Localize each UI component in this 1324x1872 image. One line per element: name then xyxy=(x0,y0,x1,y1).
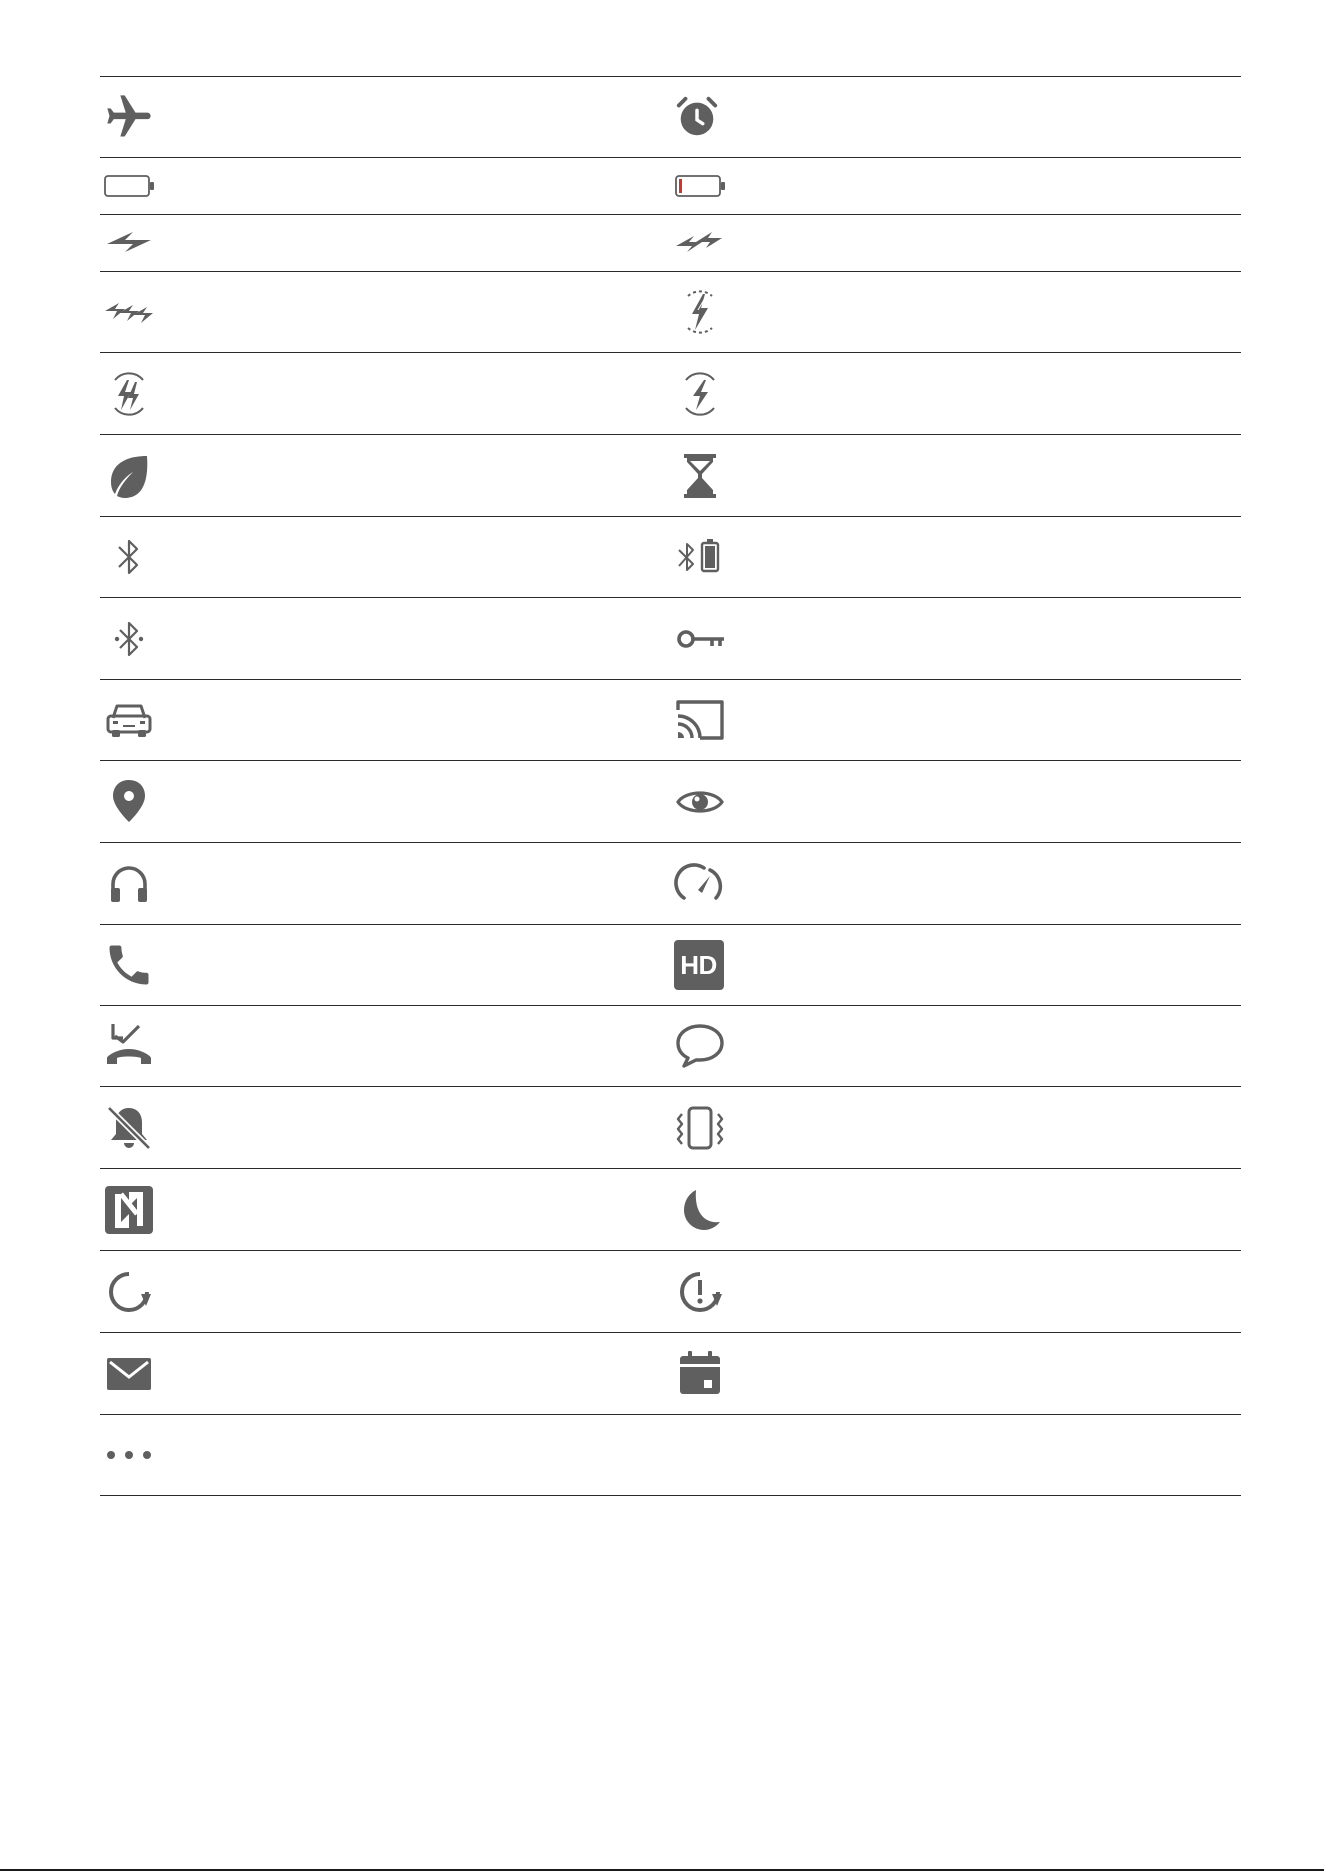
fast-charging-icon xyxy=(674,228,726,258)
table-cell xyxy=(100,1251,671,1332)
bluetooth-battery-icon xyxy=(674,531,726,583)
table-cell xyxy=(100,598,671,679)
power-saving-leaf-icon xyxy=(103,450,155,502)
table-row xyxy=(100,353,1241,435)
nfc-icon xyxy=(103,1184,155,1236)
bell-off-icon xyxy=(103,1102,155,1154)
phone-call-icon xyxy=(103,939,155,991)
status-icon-table xyxy=(100,76,1241,1496)
table-cell xyxy=(100,272,671,352)
table-cell xyxy=(100,353,671,434)
vibrate-icon xyxy=(674,1102,726,1154)
eye-comfort-icon xyxy=(674,776,726,828)
table-cell xyxy=(671,272,1242,352)
wireless-charging-icon xyxy=(674,368,726,420)
table-row xyxy=(100,435,1241,517)
table-cell xyxy=(100,761,671,842)
table-cell xyxy=(100,1333,671,1414)
charging-icon xyxy=(103,228,155,258)
table-row xyxy=(100,843,1241,925)
table-cell xyxy=(100,680,671,760)
table-cell-empty xyxy=(671,1415,1242,1495)
table-row xyxy=(100,77,1241,158)
airplane-icon xyxy=(103,91,155,143)
table-row xyxy=(100,1087,1241,1169)
table-cell xyxy=(100,1006,671,1086)
table-row xyxy=(100,1333,1241,1415)
email-icon xyxy=(103,1348,155,1400)
table-cell xyxy=(671,1169,1242,1250)
table-cell xyxy=(671,1087,1242,1168)
speedometer-icon xyxy=(674,858,726,910)
table-cell xyxy=(100,215,671,271)
cast-icon xyxy=(674,694,726,746)
table-cell xyxy=(671,843,1242,924)
calendar-icon xyxy=(674,1348,726,1400)
table-cell xyxy=(671,158,1242,214)
syncing-icon xyxy=(103,1266,155,1318)
table-cell xyxy=(100,1415,671,1495)
battery-empty-icon xyxy=(103,173,155,199)
location-pin-icon xyxy=(103,776,155,828)
table-row xyxy=(100,215,1241,272)
table-row xyxy=(100,158,1241,215)
headset-icon xyxy=(103,858,155,910)
table-cell xyxy=(671,925,1242,1005)
super-charging-icon xyxy=(103,297,155,327)
message-bubble-icon xyxy=(674,1020,726,1072)
table-cell xyxy=(100,158,671,214)
table-cell xyxy=(671,1251,1242,1332)
table-cell xyxy=(671,680,1242,760)
table-cell xyxy=(100,1087,671,1168)
table-cell xyxy=(100,517,671,597)
table-cell xyxy=(671,517,1242,597)
table-cell xyxy=(100,1169,671,1250)
moon-icon xyxy=(674,1184,726,1236)
battery-low-icon xyxy=(674,173,726,199)
table-row xyxy=(100,925,1241,1006)
table-row xyxy=(100,517,1241,598)
table-cell xyxy=(100,925,671,1005)
table-cell xyxy=(671,215,1242,271)
hd-label: HD xyxy=(680,949,717,980)
table-row xyxy=(100,1169,1241,1251)
vpn-key-icon xyxy=(674,613,726,665)
alarm-clock-icon xyxy=(674,94,720,140)
page-bottom-rule xyxy=(0,1869,1324,1871)
wireless-fast-charging-icon xyxy=(103,368,155,420)
car-icon xyxy=(103,694,155,746)
more-dots-icon xyxy=(103,1429,155,1481)
table-cell xyxy=(671,761,1242,842)
wireless-super-charging-icon xyxy=(674,286,726,338)
table-cell xyxy=(100,843,671,924)
table-cell xyxy=(671,1006,1242,1086)
table-cell xyxy=(671,435,1242,516)
table-row xyxy=(100,680,1241,761)
table-row xyxy=(100,272,1241,353)
table-row xyxy=(100,1006,1241,1087)
table-cell xyxy=(671,353,1242,434)
table-cell xyxy=(671,1333,1242,1414)
table-row xyxy=(100,1251,1241,1333)
table-row xyxy=(100,761,1241,843)
hd-icon xyxy=(674,940,724,990)
table-row xyxy=(100,1415,1241,1496)
table-cell xyxy=(671,598,1242,679)
table-cell xyxy=(100,435,671,516)
missed-call-icon xyxy=(103,1020,155,1072)
table-cell xyxy=(100,77,671,157)
bluetooth-connected-icon xyxy=(103,613,155,665)
hourglass-icon xyxy=(674,450,726,502)
bluetooth-icon xyxy=(103,531,155,583)
sync-error-icon xyxy=(674,1266,726,1318)
table-cell xyxy=(671,77,1242,157)
table-row xyxy=(100,598,1241,680)
